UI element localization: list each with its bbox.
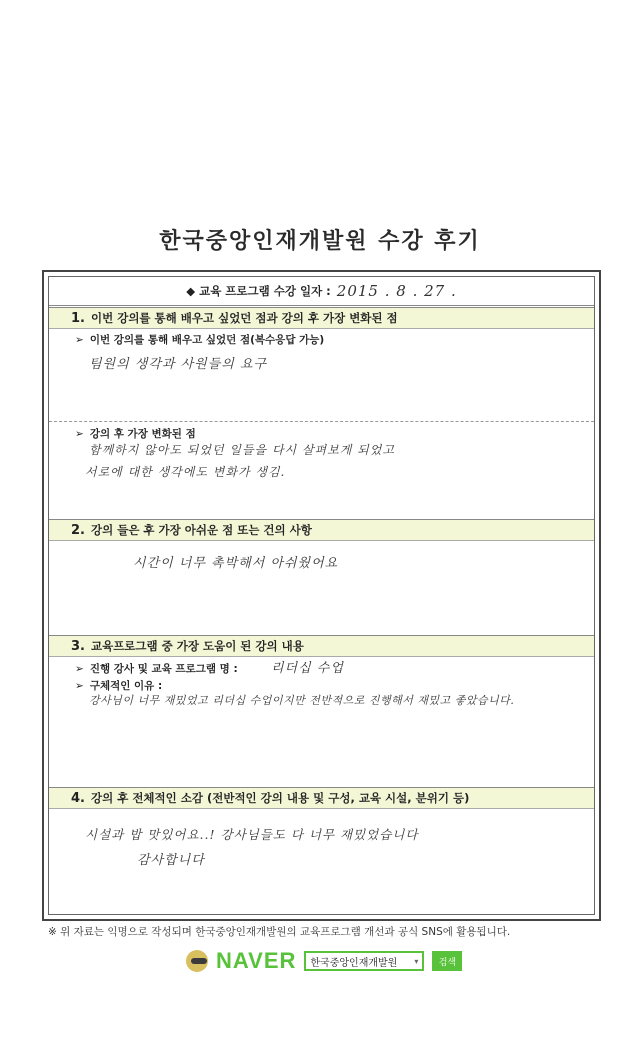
- section3-heading: 교육프로그램 중 가장 도움이 된 강의 내용: [90, 639, 304, 653]
- section1-sub1-label: 이번 강의를 통해 배우고 싶었던 점(복수응답 가능): [89, 334, 325, 346]
- section4-header: [49, 787, 594, 809]
- naver-search-banner: [186, 948, 462, 974]
- section1-sub2-label: 강의 후 가장 변화된 점: [89, 428, 196, 440]
- section2-header: [49, 519, 594, 541]
- section3-sub1-label: 진행 강사 및 교육 프로그램 명 :: [89, 663, 238, 675]
- section3-header: [49, 635, 594, 657]
- section2-answer: 시간이 너무 촉박해서 아쉬웠어요: [133, 556, 339, 571]
- form-inner: [48, 276, 595, 915]
- section3-sub1-answer: 리더십 수업: [271, 661, 344, 676]
- section1-sub1-answer: 팀원의 생각과 사원들의 요구: [89, 357, 268, 372]
- section2-heading: 강의 들은 후 가장 아쉬운 점 또는 건의 사항: [90, 523, 312, 537]
- arrow-icon: ➢: [75, 428, 84, 440]
- section4-heading: 강의 후 전체적인 소감 (전반적인 강의 내용 및 구성, 교육 시설, 분위기 등): [90, 791, 470, 805]
- section3-sub2: [75, 678, 162, 693]
- section4-number: 4.: [71, 790, 85, 806]
- naver-search-button[interactable]: 검색: [432, 951, 462, 971]
- dashed-divider: [49, 421, 594, 422]
- footnote: ※ 위 자료는 익명으로 작성되며 한국중앙인재개발원의 교육프로그램 개선과 공식 SNS에 활용됩니다.: [48, 926, 511, 938]
- date-label: ◆ 교육 프로그램 수강 일자 :: [186, 284, 331, 298]
- section1-sub2-answer-line1: 함께하지 않아도 되었던 일들을 다시 살펴보게 되었고: [89, 443, 395, 457]
- review-form: [42, 270, 601, 921]
- date-row: [49, 277, 594, 306]
- section2-number: 2.: [71, 522, 85, 538]
- arrow-icon: ➢: [75, 334, 84, 346]
- naver-mascot-icon: [186, 950, 208, 972]
- arrow-icon: ➢: [75, 663, 84, 675]
- date-value: 2015 . 8 . 27 .: [336, 282, 457, 300]
- section3-number: 3.: [71, 638, 85, 654]
- section1-header: [49, 307, 594, 329]
- section4-answer-line2: 감사합니다: [137, 853, 205, 868]
- naver-search-value: 한국중앙인재개발원: [310, 957, 398, 969]
- section4-answer-line1: 시설과 밥 맛있어요..! 강사님들도 다 너무 재밌었습니다: [85, 827, 419, 842]
- naver-logo: NAVER: [216, 948, 297, 973]
- section1-number: 1.: [71, 310, 85, 326]
- naver-search-input[interactable]: [304, 951, 424, 971]
- section1-sub1: [75, 332, 324, 347]
- page-title: 한국중앙인재개발원 수강 후기: [159, 229, 481, 254]
- section1-sub2-answer-line2: 서로에 대한 생각에도 변화가 생김.: [85, 465, 286, 479]
- arrow-icon: ➢: [75, 680, 84, 692]
- section1-heading: 이번 강의를 통해 배우고 싶었던 점과 강의 후 가장 변화된 점: [90, 311, 398, 325]
- section3-sub2-label: 구체적인 이유 :: [89, 680, 163, 692]
- chevron-down-icon: ▾: [414, 956, 419, 966]
- section1-sub2: [75, 426, 196, 441]
- section3-sub1: [75, 661, 238, 676]
- section3-sub2-answer: 강사님이 너무 재밌었고 리더십 수업이지만 전반적으로 진행해서 재밌고 좋았습니다.: [89, 694, 515, 707]
